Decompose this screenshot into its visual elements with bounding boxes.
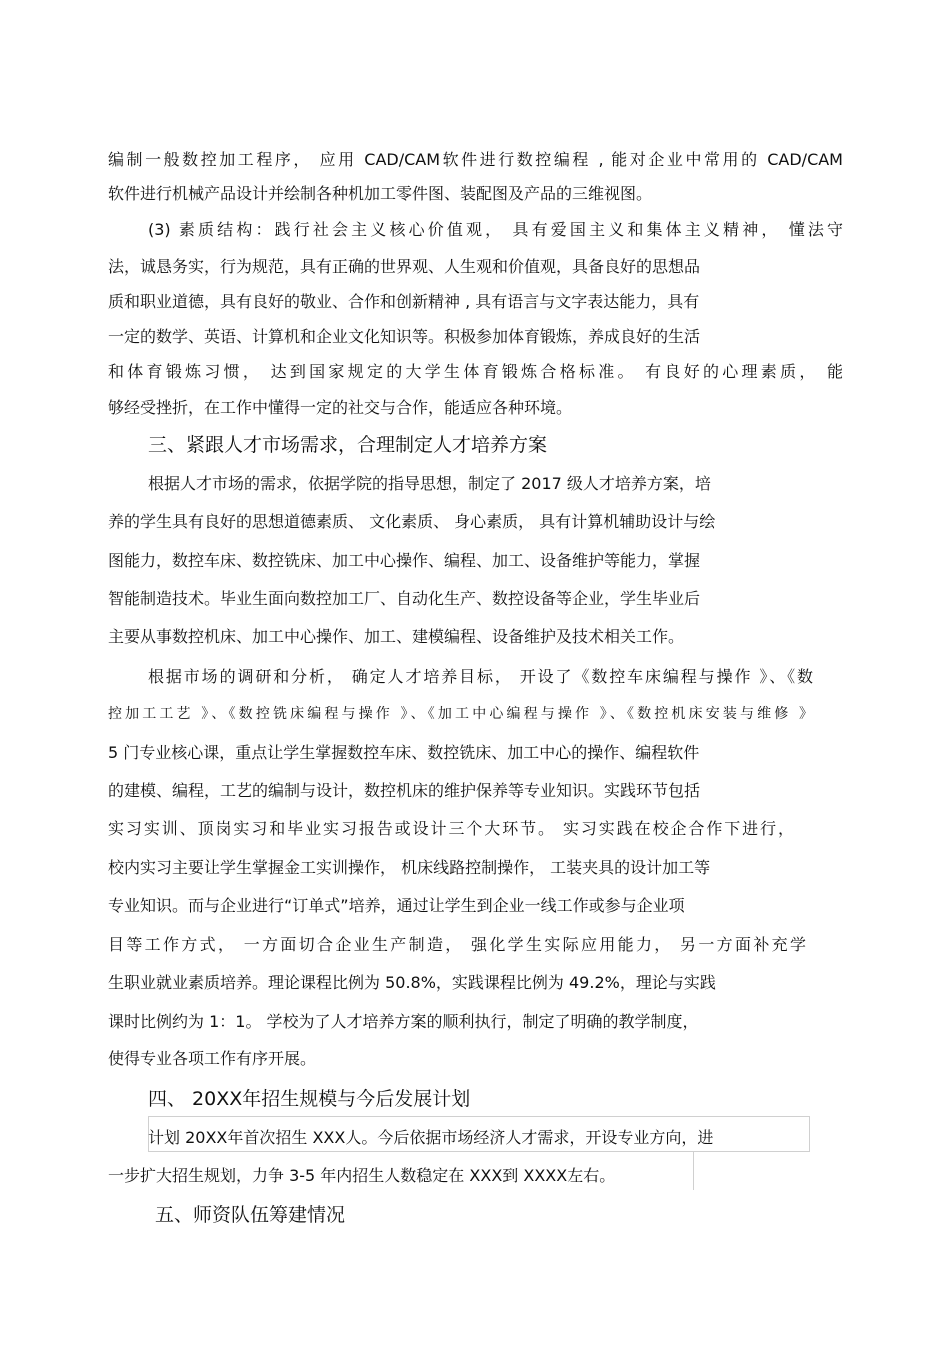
text-line: 和体育锻炼习惯， 达到国家规定的大学生体育锻炼合格标准。 有良好的心理素质， 能: [108, 362, 843, 381]
text-line: 目等工作方式， 一方面切合企业生产制造， 强化学生实际应用能力， 另一方面补充学: [108, 935, 806, 954]
text-line: 一定的数学、英语、计算机和企业文化知识等。积极参加体育锻炼，养成良好的生活: [108, 327, 701, 346]
text-line: 课时比例约为 1：1。 学校为了人才培养方案的顺利执行，制定了明确的教学制度，: [108, 1012, 699, 1031]
text-line: 根据市场的调研和分析， 确定人才培养目标， 开设了《数控车床编程与操作 》、《数: [148, 667, 813, 686]
text-line: 图能力，数控车床、数控铣床、加工中心操作、编程、加工、设备维护等能力，掌握: [108, 551, 701, 570]
text-line: 校内实习主要让学生掌握金工实训操作， 机床线路控制操作， 工装夹具的设计加工等: [108, 858, 711, 877]
text-line: (3) 素质结构：践行社会主义核心价值观， 具有爱国主义和集体主义精神， 懂法守: [148, 220, 843, 239]
text-line: 计划 20XX年首次招生 XXX人。今后依据市场经济人才需求，开设专业方向，进: [148, 1128, 714, 1147]
text-line: 使得专业各项工作有序开展。: [108, 1049, 317, 1068]
text-line: 软件进行机械产品设计并绘制各种机加工零件图、装配图及产品的三维视图。: [108, 184, 653, 203]
text-line: 根据人才市场的需求，依据学院的指导思想，制定了 2017 级人才培养方案，培: [148, 474, 711, 493]
text-line: 编制一般数控加工程序， 应用 CAD/CAM软件进行数控编程 , 能对企业中常用的 CAD/CAM: [108, 150, 843, 169]
text-line: 养的学生具有良好的思想道德素质、 文化素质、 身心素质， 具有计算机辅助设计与绘: [108, 512, 716, 531]
text-line: 5 门专业核心课，重点让学生掌握数控车床、数控铣床、加工中心的操作、编程软件: [108, 743, 700, 762]
text-line: 控加工工艺 》、《数控铣床编程与操作 》、《加工中心编程与操作 》、《数控机床安装与维修 》: [108, 706, 813, 722]
section-heading: 四、 20XX年招生规模与今后发展计划: [148, 1088, 471, 1110]
section-heading: 五、师资队伍筹建情况: [155, 1204, 346, 1226]
text-line: 法，诚恳务实，行为规范，具有正确的世界观、人生观和价值观，具备良好的思想品: [108, 257, 701, 276]
text-line: 实习实训、顶岗实习和毕业实习报告或设计三个大环节。 实习实践在校企合作下进行，: [108, 819, 794, 838]
text-line: 主要从事数控机床、加工中心操作、加工、建模编程、设备维护及技术相关工作。: [108, 627, 685, 646]
text-line: 够经受挫折，在工作中懂得一定的社交与合作，能适应各种环境。: [108, 398, 573, 417]
text-line: 专业知识。而与企业进行“订单式”培养，通过让学生到企业一线工作或参与企业项: [108, 896, 685, 915]
text-line: 质和职业道德，具有良好的敬业、合作和创新精神 , 具有语言与文字表达能力，具有: [108, 292, 700, 311]
section-heading: 三、紧跟人才市场需求，合理制定人才培养方案: [148, 434, 548, 456]
text-line: 生职业就业素质培养。理论课程比例为 50.8%，实践课程比例为 49.2%，理论与实践: [108, 973, 716, 992]
text-line: 智能制造技术。毕业生面向数控加工厂、自动化生产、数控设备等企业，学生毕业后: [108, 589, 701, 608]
text-line: 的建模、编程，工艺的编制与设计，数控机床的维护保养等专业知识。实践环节包括: [108, 781, 701, 800]
text-line: 一步扩大招生规划，力争 3-5 年内招生人数稳定在 XXX到 XXXX左右。: [108, 1166, 616, 1185]
